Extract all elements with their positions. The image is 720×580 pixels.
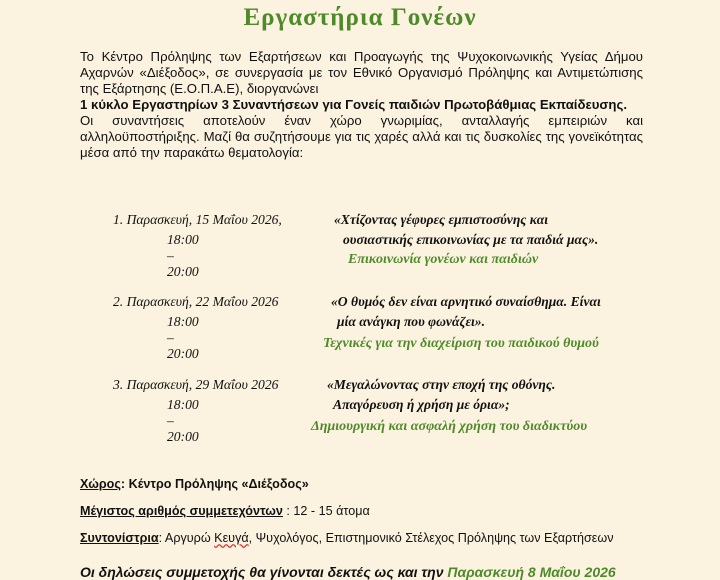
intro-text xyxy=(80,49,643,161)
session-quote-line1: «Χτίζοντας γέφυρες εμπιστοσύνης και xyxy=(334,212,548,227)
coord-value-b: Κευγά xyxy=(214,531,249,545)
place-value: : Κέντρο Πρόληψης «Διέξοδος» xyxy=(120,477,309,491)
info-place xyxy=(80,477,309,491)
session-quote-line2: Απαγόρευση ή χρήση με όρια»; xyxy=(333,397,510,412)
intro-paragraph-2: 1 κύκλο Εργαστηρίων 3 Συναντήσεων για Γονείς παιδιών Πρωτοβάθμιας Εκπαίδευσης. xyxy=(80,97,627,112)
coord-value-c: , Ψυχολόγος, Επιστημονικό Στέλεχος Πρόληψης των Εξαρτήσεων xyxy=(248,531,614,545)
registration-text: Οι δηλώσεις συμμετοχής θα γίνονται δεκτές ως και την xyxy=(80,564,448,580)
session-date: 3. Παρασκευή, 29 Μαΐου 2026 xyxy=(113,377,279,392)
session-date: 2. Παρασκευή, 22 Μαΐου 2026 xyxy=(113,294,279,309)
max-value: : 12 - 15 άτομα xyxy=(282,504,370,518)
coord-label: Συντονίστρια xyxy=(80,531,159,545)
max-label: Μέγιστος αριθμός συμμετεχόντων xyxy=(80,504,283,518)
session-time: 18:00 – 20:00 xyxy=(167,314,199,361)
session-time: 18:00 – 20:00 xyxy=(167,397,199,444)
session-quote-line2: ουσιαστικής επικοινωνίας με τα παιδιά μας». xyxy=(343,232,599,247)
registration-note xyxy=(80,564,680,580)
session-quote-line1: «Μεγαλώνοντας στην εποχή της οθόνης. xyxy=(327,377,556,392)
session-quote-line2: μία ανάγκη που φωνάζει». xyxy=(337,314,486,329)
place-label: Χώρος xyxy=(80,477,121,491)
coord-value-a: : Αργυρώ xyxy=(158,531,215,545)
info-coordinator xyxy=(80,531,614,545)
session-date: 1. Παρασκευή, 15 Μαΐου 2026, xyxy=(113,212,282,227)
intro-paragraph-3: Οι συναντήσεις αποτελούν έναν χώρο γνωριμίας, ανταλλαγής εμπειριών και αλληλοϋποστήριξης. Μαζί θα συζητήσουμε για τις χαρές αλλά και τις δυσκολίες της γονεϊκότητας μέσα από την παρακάτω θεματολογία: xyxy=(80,113,643,160)
session-subtitle: Επικοινωνία γονέων και παιδιών xyxy=(348,252,539,267)
session-subtitle: Δημιουργική και ασφαλή χρήση του διαδικτύου xyxy=(311,419,588,434)
session-time: 18:00 – 20:00 xyxy=(167,232,199,279)
info-max-participants xyxy=(80,504,370,518)
session-subtitle: Τεχνικές για την διαχείριση του παιδικού θυμού xyxy=(323,336,599,351)
page-title: Εργαστήρια Γονέων xyxy=(243,4,477,31)
session-quote-line1: «Ο θυμός δεν είναι αρνητικό συναίσθημα. Είναι xyxy=(331,294,601,309)
intro-paragraph-1: Το Κέντρο Πρόληψης των Εξαρτήσεων και Προαγωγής της Ψυχοκοινωνικής Υγείας Δήμου Αχαρνών «Διέξοδος», σε συνεργασία με τον Εθνικό Οργανισμό Πρόληψης και Αντιμετώπισης της Εξάρτησης (Ε.Ο.Π.Α.Ε), διοργανώνει xyxy=(80,49,643,96)
registration-date: Παρασκευή 8 Μαΐου 2026 xyxy=(447,564,616,580)
